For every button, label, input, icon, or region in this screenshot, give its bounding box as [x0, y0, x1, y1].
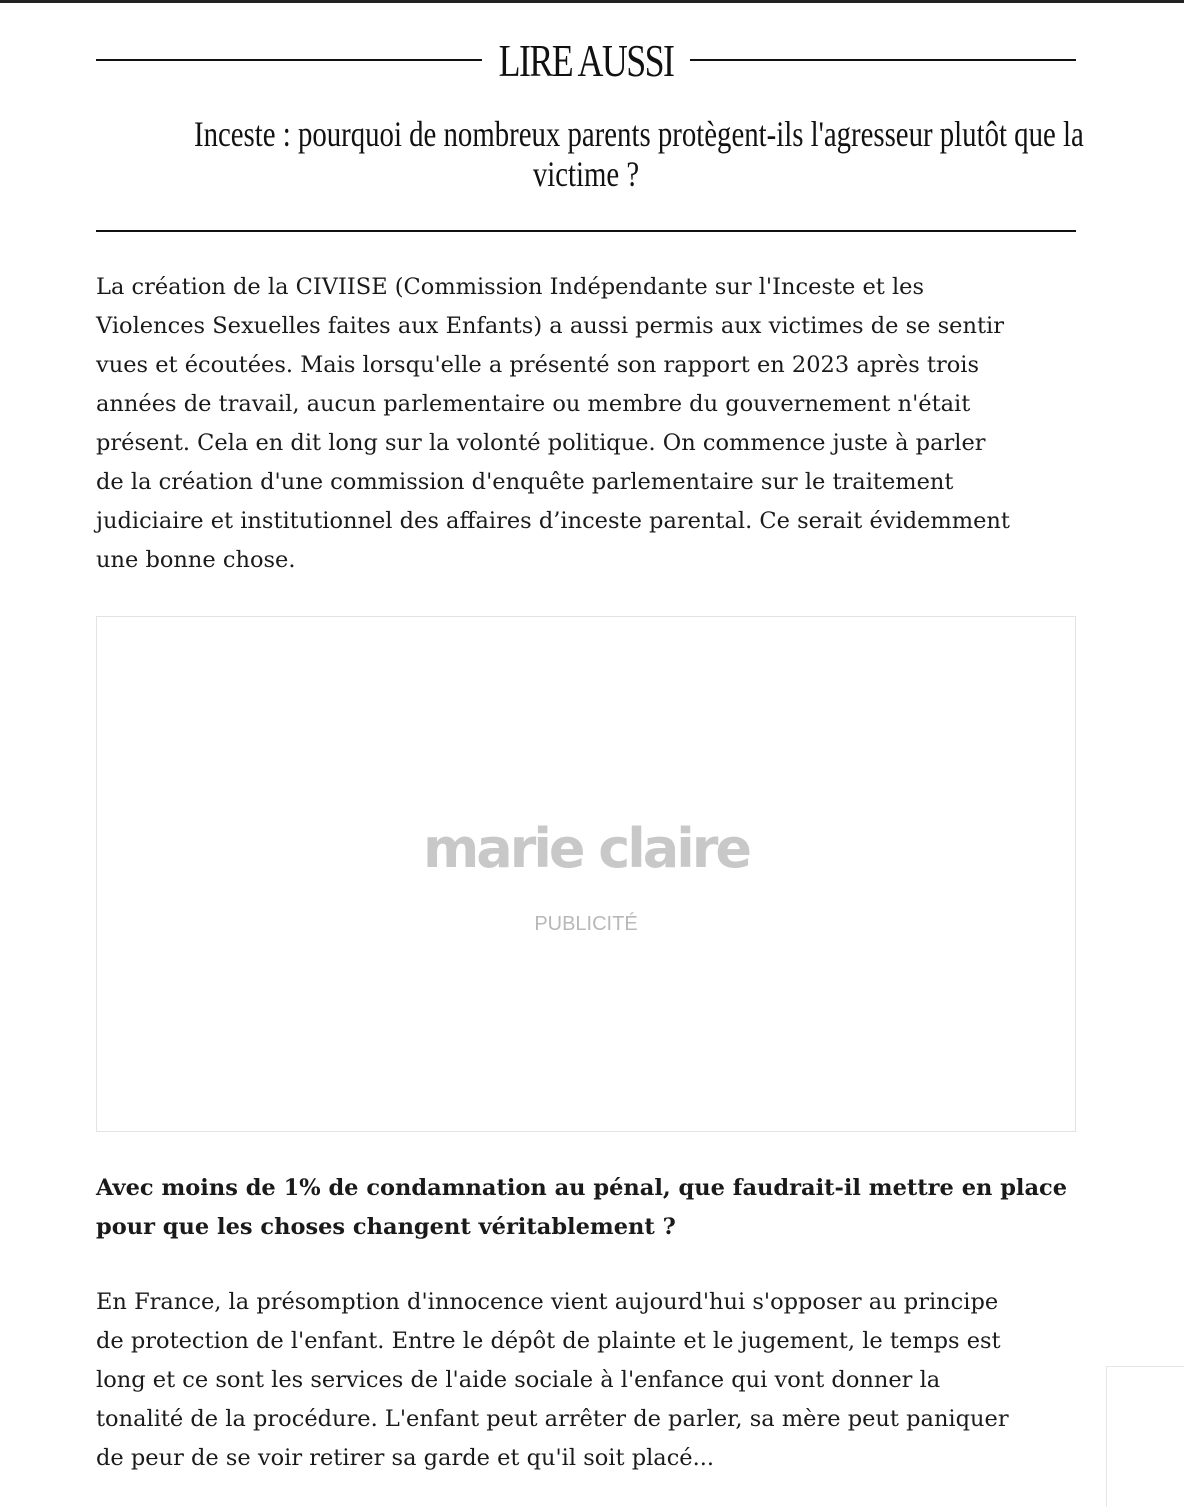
- text-line: présent. Cela en dit long sur la volonté politique. On commence juste à parler: [96, 430, 986, 456]
- text-line: Violences Sexuelles faites aux Enfants) a aussi permis aux victimes de se sentir: [96, 313, 1004, 339]
- divider: [690, 59, 1076, 61]
- text-line: vues et écoutées. Mais lorsqu'elle a présenté son rapport en 2023 après trois: [96, 352, 980, 378]
- text-line: long et ce sont les services de l'aide sociale à l'enfance qui vont donner la: [96, 1367, 941, 1393]
- interview-question: [96, 1169, 1096, 1247]
- text-line: pour que les choses changent véritablement ?: [96, 1214, 676, 1240]
- ad-placeholder[interactable]: [96, 616, 1076, 1132]
- text-line: de protection de l'enfant. Entre le dépôt de plainte et le jugement, le temps est: [96, 1328, 1001, 1354]
- read-also-header: [96, 30, 1076, 90]
- text-line: En France, la présomption d'innocence vient aujourd'hui s'opposer au principe: [96, 1289, 999, 1315]
- side-widget-frame: [1106, 1366, 1184, 1507]
- text-line: tonalité de la procédure. L'enfant peut arrêter de parler, sa mère peut paniquer: [96, 1406, 1009, 1432]
- divider: [96, 230, 1076, 232]
- text-line: une bonne chose.: [96, 547, 296, 573]
- paragraph: [96, 1283, 1096, 1478]
- text-line: judiciaire et institutionnel des affaires d’inceste parental. Ce serait évidemment: [96, 508, 1010, 534]
- ad-label: PUBLICITÉ: [534, 913, 638, 935]
- related-article-link[interactable]: [96, 114, 1084, 194]
- text-line: de peur de se voir retirer sa garde et qu'il soit placé...: [96, 1445, 715, 1471]
- text-line: Avec moins de 1% de condamnation au pénal, que faudrait-il mettre en place: [96, 1175, 1068, 1201]
- divider: [96, 59, 482, 61]
- read-also-heading: LIRE AUSSI: [498, 34, 674, 86]
- paragraph: [96, 268, 1096, 580]
- marie-claire-logo: marie claire: [423, 817, 749, 880]
- related-article-line: victime ?: [532, 154, 640, 194]
- text-line: années de travail, aucun parlementaire ou membre du gouvernement n'était: [96, 391, 971, 417]
- text-line: de la création d'une commission d'enquête parlementaire sur le traitement: [96, 469, 954, 495]
- text-line: La création de la CIVIISE (Commission Indépendante sur l'Inceste et les: [96, 274, 925, 300]
- top-bar: [0, 0, 1184, 3]
- related-article-line: Inceste : pourquoi de nombreux parents protègent-ils l'agresseur plutôt que la: [194, 114, 1084, 154]
